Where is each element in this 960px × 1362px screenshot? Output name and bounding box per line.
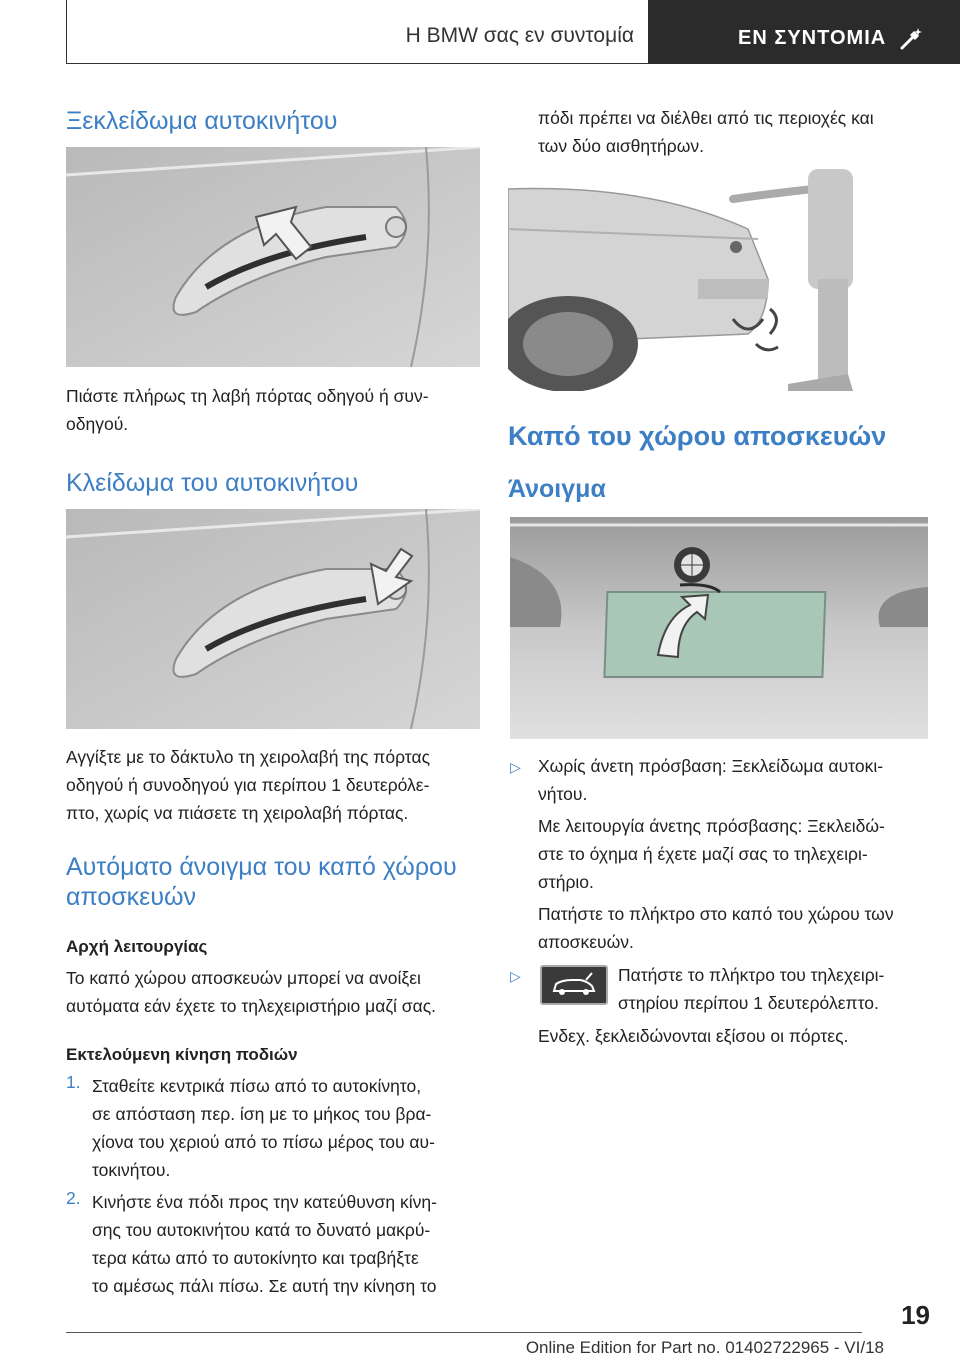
bullet-text-line: Χωρίς άνετη πρόσβαση: Ξεκλείδωμα αυτοκι- xyxy=(538,756,884,776)
chapter-tab[interactable] xyxy=(648,0,960,64)
step-text-line: χίονα του χεριού από το πίσω μέρος του αυ- xyxy=(92,1132,435,1152)
header-underline xyxy=(66,63,648,64)
trunk-heading: Καπό του χώρου αποσκευών xyxy=(508,421,887,451)
car-trunk-icon xyxy=(542,967,606,1003)
step-number: 1. xyxy=(66,1072,81,1092)
door-handle-unlock-image xyxy=(66,147,480,367)
principle-text-line: αυτόματα εάν έχετε το τηλεχειριστήριο μαζί σας. xyxy=(66,996,437,1016)
bullet-text-line: στήριο. xyxy=(538,872,594,892)
step-text-line: τοκινήτου. xyxy=(92,1160,171,1180)
continued-text-line: των δύο αισθητήρων. xyxy=(538,136,704,156)
bullet-text-line: Ενδεχ. ξεκλειδώνονται εξίσου οι πόρτες. xyxy=(538,1026,849,1046)
lock-text-line: Αγγίξτε με το δάκτυλο τη χειρολαβή της πόρτας xyxy=(66,747,431,767)
lock-text-line: πτο, χωρίς να πιάσετε τη χειρολαβή πόρτας. xyxy=(66,803,409,823)
lock-text-line: οδηγού ή συνοδηγού για περίπου 1 δευτερόλε- xyxy=(66,775,430,795)
wrench-spark-icon xyxy=(898,26,924,52)
bullet-text-line: Πατήστε το πλήκτρο στο καπό του χώρου των xyxy=(538,904,894,924)
foot-sensor-image xyxy=(508,169,924,391)
principle-heading: Αρχή λειτουργίας xyxy=(66,937,208,956)
bullet-marker: ▷ xyxy=(510,968,521,984)
bullet-text-line: στηρίου περίπου 1 δευτερόλεπτο. xyxy=(618,993,879,1013)
step-number: 2. xyxy=(66,1188,81,1208)
footer-divider xyxy=(66,1332,862,1333)
bullet-marker: ▷ xyxy=(510,759,521,775)
motion-heading: Εκτελούμενη κίνηση ποδιών xyxy=(66,1045,298,1064)
bullet-text-line: Με λειτουργία άνετης πρόσβασης: Ξεκλειδώ- xyxy=(538,816,885,836)
page-number: 19 xyxy=(901,1300,930,1330)
trunk-button-image xyxy=(510,517,928,739)
step-text-line: σης του αυτοκινήτου κατά το δυνατό μακρύ- xyxy=(92,1220,431,1240)
unlock-text-line: οδηγού. xyxy=(66,414,129,434)
bullet-text-line: στε το όχημα ή έχετε μαζί σας το τηλεχειρι- xyxy=(538,844,868,864)
door-handle-lock-image xyxy=(66,509,480,729)
remote-trunk-key xyxy=(540,965,608,1005)
lock-heading: Κλείδωμα του αυτοκινήτου xyxy=(66,469,359,497)
unlock-heading: Ξεκλείδωμα αυτοκινήτου xyxy=(66,107,338,135)
chapter-title: Η BMW σας εν συντομία xyxy=(405,24,634,47)
bullet-text-line: νήτου. xyxy=(538,784,588,804)
step-text-line: τερα κάτω από το αυτοκίνητο και τραβήξτε xyxy=(92,1248,419,1268)
step-text-line: Κινήστε ένα πόδι προς την κατεύθυνση κίνη- xyxy=(92,1192,437,1212)
bullet-text-line: αποσκευών. xyxy=(538,932,634,952)
step-text-line: το αμέσως πάλι πίσω. Σε αυτή την κίνηση το xyxy=(92,1276,437,1296)
principle-text-line: Το καπό χώρου αποσκευών μπορεί να ανοίξει xyxy=(66,968,421,988)
open-heading: Άνοιγμα xyxy=(508,475,606,503)
step-text-line: σε απόσταση περ. ίση με το μήκος του βρα- xyxy=(92,1104,432,1124)
chapter-tab-label: ΕΝ ΣΥΝΤΟΜΙΑ xyxy=(738,27,887,49)
auto-open-heading: Αυτόματο άνοιγμα του καπό χώρου xyxy=(66,853,457,881)
unlock-text-line: Πιάστε πλήρως τη λαβή πόρτας οδηγού ή συν- xyxy=(66,386,429,406)
auto-open-heading: αποσκευών xyxy=(66,883,197,911)
footer-edition: Online Edition for Part no. 01402722965 - VI/18 xyxy=(525,1338,884,1357)
continued-text-line: πόδι πρέπει να διέλθει από τις περιοχές και xyxy=(538,108,874,128)
step-text-line: Σταθείτε κεντρικά πίσω από το αυτοκίνητο, xyxy=(92,1076,422,1096)
bullet-text-line: Πατήστε το πλήκτρο του τηλεχειρι- xyxy=(618,965,885,985)
